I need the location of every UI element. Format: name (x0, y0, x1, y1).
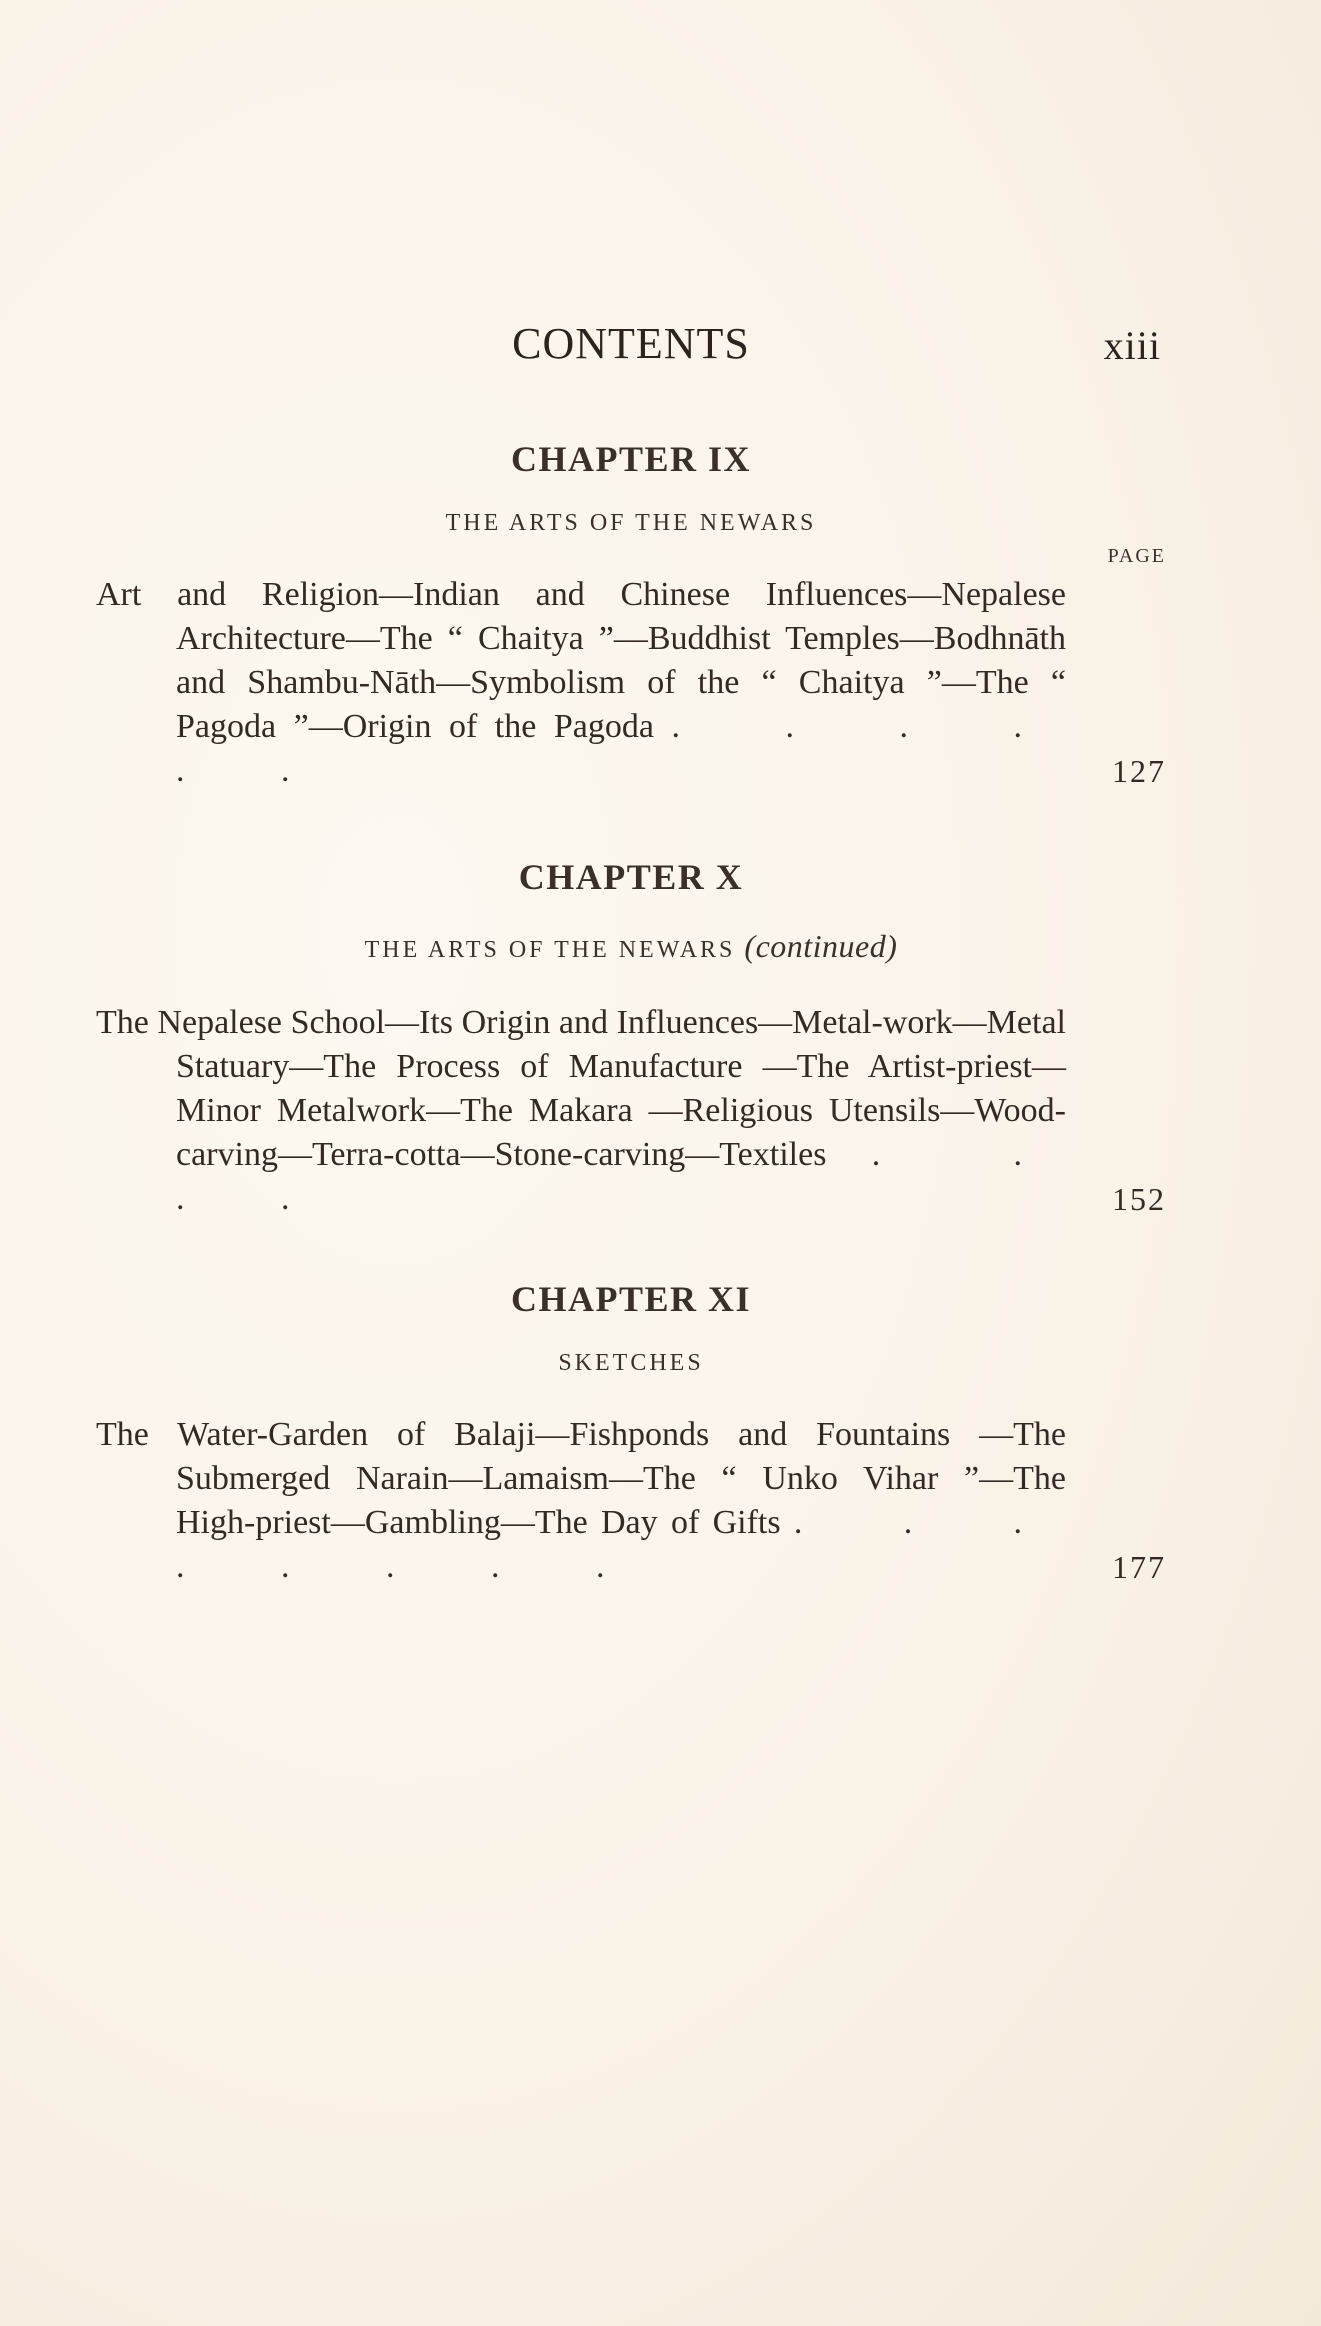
toc-entry (96, 1413, 1166, 1589)
page-number: xiii (1103, 323, 1161, 368)
page-label-row (96, 543, 1166, 573)
chapter-section-xi (96, 1278, 1166, 1589)
chapter-heading: CHAPTER XI (510, 1279, 752, 1319)
chapter-section-x (96, 856, 1166, 1221)
page-column-label: PAGE (1107, 545, 1166, 567)
leader-dots: . . . . . . (176, 708, 1067, 789)
toc-entry-description: The Nepalese School—Its Origin and Influences—Metal-work—Metal Statuary—The Process of Manufacture —The Artist-priest—Minor Metalwork—The Makara —Religious Utensils—Wood-carving—Terra-cotta—Stone-carving—Textiles (96, 1004, 1066, 1173)
chapter-subtitle (96, 510, 1166, 537)
toc-entry (96, 1001, 1166, 1221)
chapter-subtitle (96, 1350, 1166, 1377)
toc-entry-text (96, 1001, 1066, 1221)
chapter-subtitle-text: THE ARTS OF THE NEWARS (364, 937, 736, 963)
chapter-subtitle-text: SKETCHES (558, 1350, 704, 1376)
toc-entry-description: The Water-Garden of Balaji—Fishponds and Fountains —The Submerged Narain—Lamaism—The “ Unko Vihar ”—The High-priest—Gambling—The Day of Gifts (96, 1416, 1066, 1541)
chapter-heading: CHAPTER IX (510, 439, 752, 479)
leader-dots: . . . . (176, 1136, 1066, 1217)
chapter-subtitle (96, 928, 1166, 965)
leader-dots: . . . . . . . . (176, 1504, 1067, 1585)
chapter-section-ix (96, 438, 1166, 793)
chapter-subtitle-suffix: (continued) (744, 928, 898, 964)
page-title: CONTENTS (512, 319, 750, 368)
toc-entry-page: 177 (1112, 1549, 1166, 1585)
toc-entry-page: 127 (1112, 753, 1166, 789)
toc-entry-text (96, 573, 1066, 793)
toc-entry (96, 573, 1166, 793)
toc-entry-description: Art and Religion—Indian and Chinese Influences—Nepalese Architecture—The “ Chaitya ”—Buddhist Temples—Bodhnāth and Shambu-Nāth—Symbolism of the “ Chaitya ”—The “ Pagoda ”—Origin of the Pagoda (96, 576, 1066, 745)
toc-entry-text (96, 1413, 1066, 1589)
toc-entry-page: 152 (1112, 1181, 1166, 1217)
running-head (0, 318, 1321, 378)
chapter-heading: CHAPTER X (518, 857, 744, 897)
chapter-subtitle-text: THE ARTS OF THE NEWARS (445, 510, 817, 536)
